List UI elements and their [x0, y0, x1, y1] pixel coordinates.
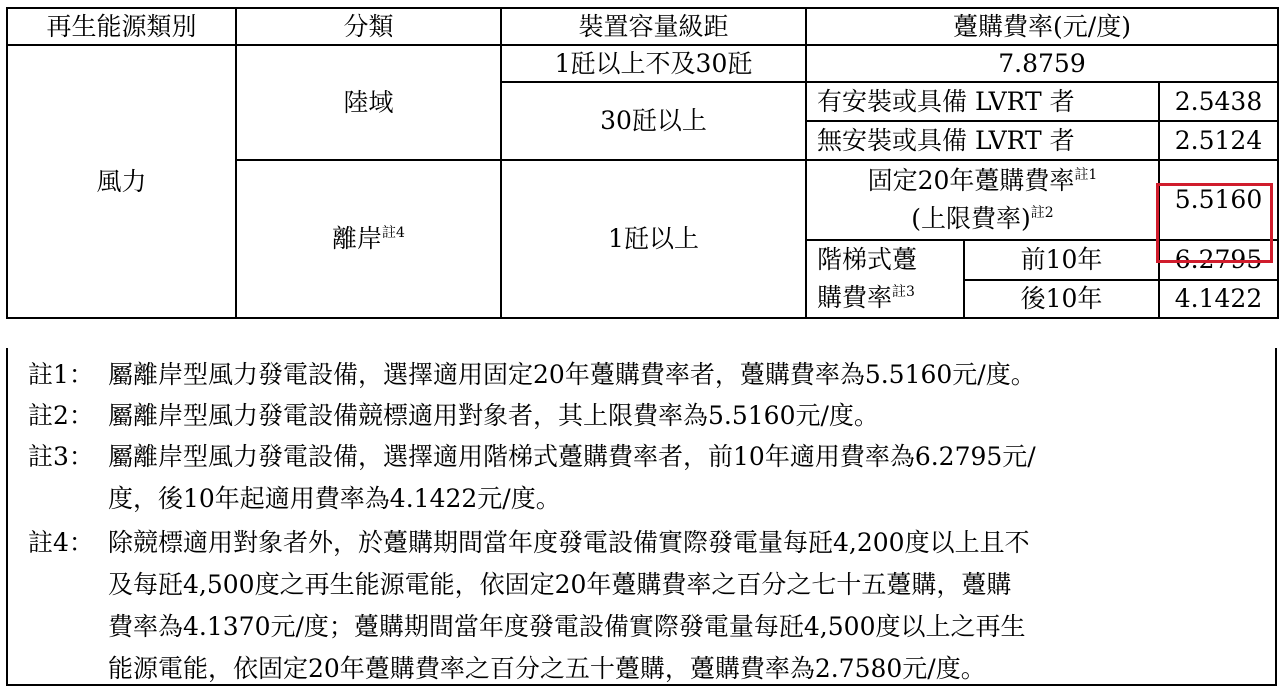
first10-label: 前10年	[964, 240, 1159, 280]
lvrt-no-rate: 2.5124	[1159, 121, 1278, 160]
first10-rate: 6.2795	[1159, 240, 1278, 280]
note-label: 註4：	[28, 528, 94, 557]
capacity-onshore-small: 1瓩以上不及30瓩	[501, 45, 806, 82]
class-onshore: 陸域	[236, 45, 501, 160]
lvrt-no-label: 無安裝或具備 LVRT 者	[806, 121, 1159, 160]
note-text: 屬離岸型風力發電設備，選擇適用階梯式躉購費率者，前10年適用費率為6.2795元/	[108, 442, 1036, 471]
note-text: 屬離岸型風力發電設備競標適用對象者，其上限費率為5.5160元/度。	[108, 401, 879, 430]
note-text: 度，後10年起適用費率為4.1422元/度。	[108, 484, 561, 513]
note-1	[28, 354, 1267, 395]
class-offshore	[236, 160, 501, 318]
offshore-note-ref: 註4	[382, 225, 405, 242]
note-text: 費率為4.1370元/度；躉購期間當年度發電設備實際發電量每瓩4,500度以上之再生	[108, 612, 1026, 641]
note-4	[28, 522, 1267, 690]
lvrt-yes-label: 有安裝或具備 LVRT 者	[806, 82, 1159, 121]
tiered-rate-line2: 購費率	[817, 283, 893, 312]
note-2	[28, 395, 1267, 436]
capacity-onshore-large: 30瓩以上	[501, 82, 806, 160]
note-text: 及每瓩4,500度之再生能源電能，依固定20年躉購費率之百分之七十五躉購，躉購	[108, 570, 1012, 599]
header-category: 再生能源類別	[7, 8, 236, 45]
offshore-label: 離岸	[332, 224, 383, 254]
wind-tariff-table	[6, 7, 1279, 319]
lvrt-yes-rate: 2.5438	[1159, 82, 1278, 121]
note-text: 屬離岸型風力發電設備，選擇適用固定20年躉購費率者，躉購費率為5.5160元/度。	[108, 360, 1036, 389]
header-capacity: 裝置容量級距	[501, 8, 806, 45]
header-row	[7, 8, 1278, 45]
header-rate: 躉購費率(元/度)	[806, 8, 1278, 45]
table-row	[7, 45, 1278, 82]
tiered-rate-line1: 階梯式躉	[817, 245, 918, 274]
fixed-rate-line2: (上限費率)	[911, 204, 1031, 233]
note-text: 除競標適用對象者外，於躉購期間當年度發電設備實際發電量每瓩4,200度以上且不	[108, 528, 1030, 557]
note-3	[28, 436, 1267, 520]
note-label: 註3：	[28, 442, 94, 471]
notes-section	[6, 348, 1277, 686]
fixed-note-ref-2: 註2	[1030, 205, 1054, 221]
after10-rate: 4.1422	[1159, 280, 1278, 318]
header-classification: 分類	[236, 8, 501, 45]
fixed-rate-label	[806, 160, 1159, 240]
rate-onshore-small: 7.8759	[806, 45, 1278, 82]
fixed-rate-value: 5.5160	[1159, 160, 1278, 240]
note-label: 註2：	[28, 401, 94, 430]
after10-label: 後10年	[964, 280, 1159, 318]
capacity-offshore: 1瓩以上	[501, 160, 806, 318]
category-wind: 風力	[7, 45, 236, 318]
note-label: 註1：	[28, 360, 94, 389]
note-text: 能源電能，依固定20年躉購費率之百分之五十躉購，躉購費率為2.7580元/度。	[108, 654, 986, 683]
tiered-note-ref: 註3	[892, 284, 915, 300]
fixed-rate-line1: 固定20年躉購費率	[867, 166, 1075, 195]
tiered-rate-label	[806, 240, 964, 318]
fixed-note-ref-1: 註1	[1074, 167, 1098, 183]
